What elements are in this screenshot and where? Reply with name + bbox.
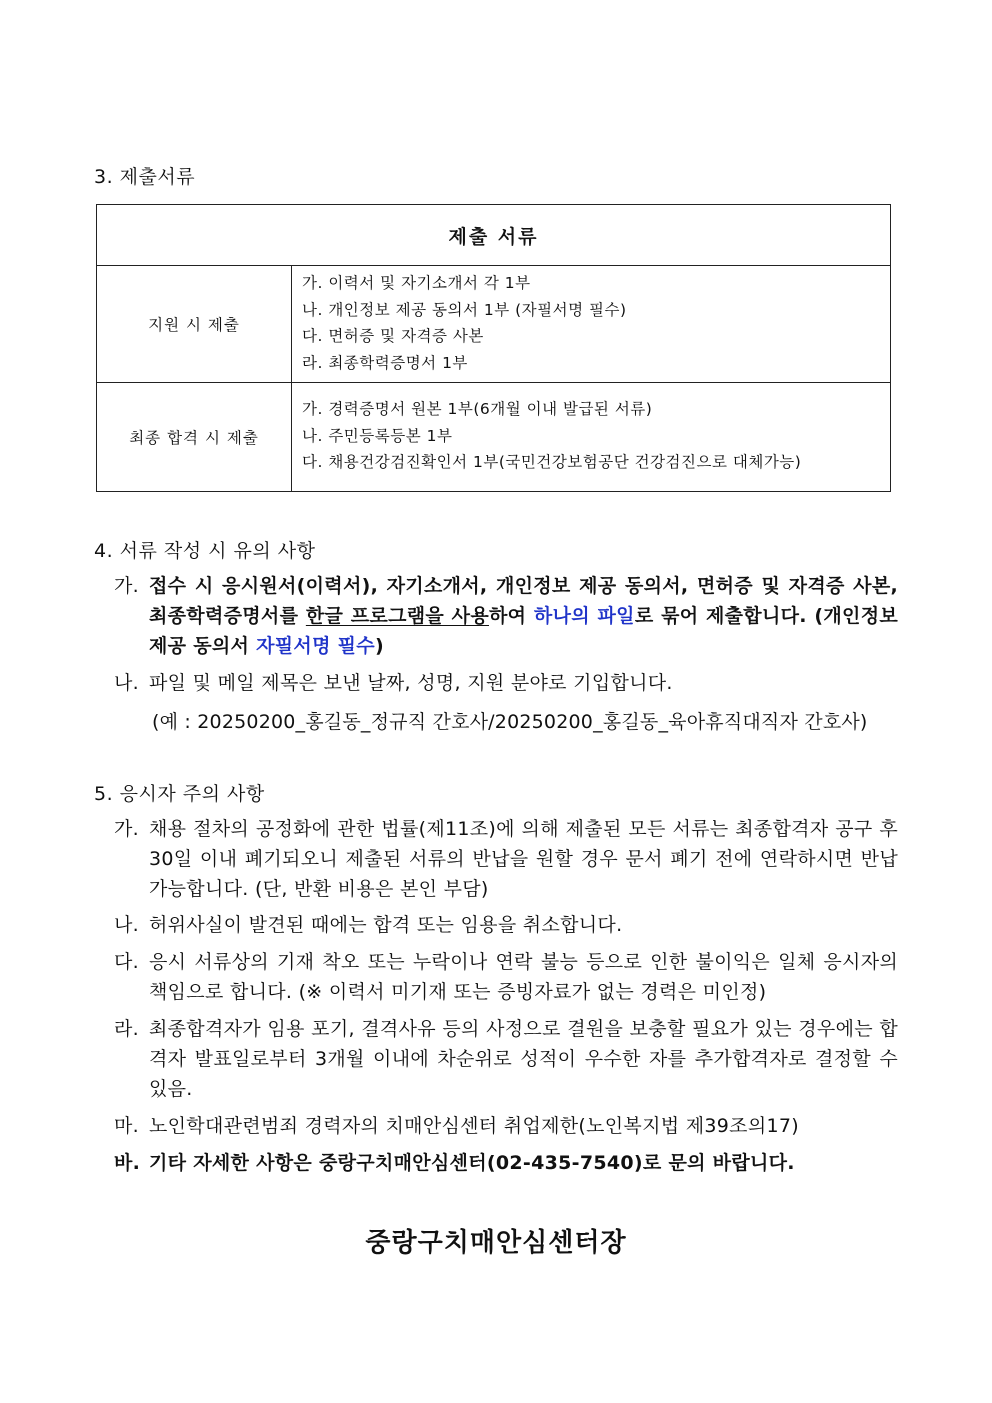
text-segment: 접수 시 응시원서(이력서), 자기소개서, 개인정보 제공 동의서, 면허증 및 자격증 사본, 최종학력증명서를 [149,575,898,627]
section-4-heading: 4. 서류 작성 시 유의 사항 [94,540,316,562]
section-5-item [114,1148,898,1178]
row-category: 최종 합격 시 제출 [97,383,292,492]
list-item: 나. 개인정보 제공 동의서 1부 (자필서명 필수) [302,300,627,319]
item-label: 나. [114,672,139,694]
item-text [149,571,898,661]
row-items [292,383,891,492]
item-label: 나. [114,914,139,936]
row-items [292,266,891,383]
highlighted-text: 자필서명 필수 [256,635,375,657]
item-text: 기타 자세한 사항은 중랑구치매안심센터(02-435-7540)로 문의 바랍니다. [149,1152,795,1174]
text-segment: 하여 [488,605,534,627]
item-text: 최종합격자가 임용 포기, 결격사유 등의 사정으로 결원을 보충할 필요가 있는 경우에는 합격자 발표일로부터 3개월 이내에 차순위로 성적이 우수한 자를 추가합격자로 결정할 수 있음. [149,1018,898,1100]
underlined-text: 한글 프로그램을 사용 [305,605,489,627]
section-5-item [114,1014,898,1104]
list-item: 나. 주민등록등본 1부 [302,426,453,445]
item-text: 채용 절차의 공정화에 관한 법률(제11조)에 의해 제출된 모든 서류는 최종합격자 공구 후 30일 이내 폐기되오니 제출된 서류의 반납을 원할 경우 문서 폐기 전에 연락하시면 반납 가능합니다. (단, 반환 비용은 본인 부담) [149,818,898,900]
filename-example: (예 : 20250200_홍길동_정규직 간호사/20250200_홍길동_육아휴직대직자 간호사) [152,711,868,733]
table-row [97,266,891,383]
section-5-heading: 5. 응시자 주의 사항 [94,783,265,805]
table-row [97,383,891,492]
item-label: 라. [114,1018,139,1040]
list-item: 가. 이력서 및 자기소개서 각 1부 [302,274,531,292]
section-4-item-b [114,668,898,698]
section-4-item-a [114,571,898,661]
list-item: 가. 경력증명서 원본 1부(6개월 이내 발급된 서류) [302,400,653,419]
item-label: 가. [114,575,139,597]
section-5-item [114,947,898,1007]
highlighted-text: 하나의 파일 [533,605,635,627]
documents-table [96,204,891,492]
item-text: 허위사실이 발견된 때에는 합격 또는 임용을 취소합니다. [149,914,623,936]
item-label: 가. [114,818,139,840]
item-label: 바. [114,1152,141,1174]
section-5-item [114,814,898,904]
row-category: 지원 시 제출 [97,266,292,383]
text-segment: 로 묶어 제출합니다. (개인정보 제공 동의서 [149,605,899,657]
item-text: 파일 및 메일 제목은 보낸 날짜, 성명, 지원 분야로 기입합니다. [149,672,673,694]
section-5-item [114,1111,898,1141]
item-label: 다. [114,951,139,973]
item-label: 마. [114,1115,139,1137]
item-text: 응시 서류상의 기재 착오 또는 누락이나 연락 불능 등으로 인한 불이익은 일체 응시자의 책임으로 합니다. (※ 이력서 미기재 또는 증빙자료가 없는 경력은 미인정) [149,951,898,1003]
list-item: 다. 면허증 및 자격증 사본 [302,327,484,345]
item-text: 노인학대관련범죄 경력자의 치매안심센터 취업제한(노인복지법 제39조의17) [149,1115,799,1137]
text-segment: ) [374,635,384,657]
section-3-heading: 3. 제출서류 [94,166,196,188]
list-item: 라. 최종학력증명서 1부 [302,353,468,372]
signature: 중랑구치매안심센터장 [365,1228,627,1258]
section-5-item [114,910,898,940]
list-item: 다. 채용건강검진확인서 1부(국민건강보험공단 건강검진으로 대체가능) [302,453,802,472]
table-header: 제출 서류 [97,205,891,266]
